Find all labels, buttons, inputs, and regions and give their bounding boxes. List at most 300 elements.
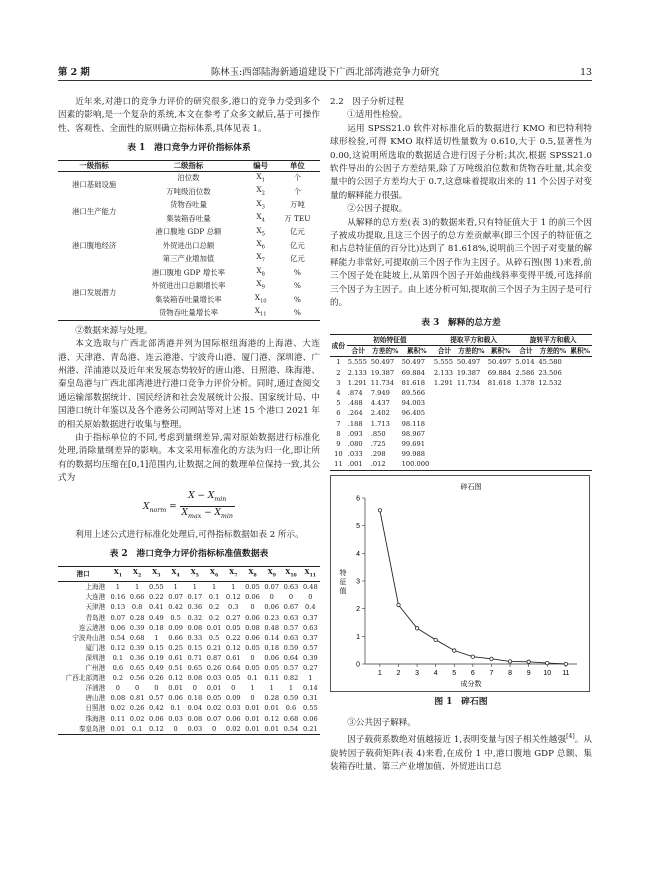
- table2-value-cell: 1: [154, 633, 159, 642]
- table3-value-cell: [433, 419, 456, 429]
- table-row: [330, 459, 592, 470]
- table3-subheader: 方差的%: [458, 347, 485, 356]
- table2-value-cell: 0.4: [305, 603, 316, 612]
- table2-header: $X_7$: [229, 567, 238, 579]
- table1-code-cell: $X_4$: [256, 212, 265, 224]
- table-row: [330, 408, 592, 418]
- table3-value-cell: 69.884: [487, 368, 512, 377]
- table-row: [330, 388, 592, 398]
- y-tick-label: 6: [356, 495, 360, 503]
- factor-interpretation-text: 因子载荷系数绝对值越接近 1,表明变量与因子相关性越强: [347, 735, 567, 746]
- table2-value-cell: 0.04: [187, 704, 203, 713]
- running-header: [58, 66, 592, 81]
- table3-value-cell: 7.949: [370, 388, 390, 397]
- table2-value-cell: 0.64: [225, 664, 241, 673]
- table2-port-cell: 宁波舟山港: [72, 633, 106, 642]
- table1-code-cell: $X_1$: [256, 171, 265, 184]
- data-point: [415, 626, 418, 629]
- table3-subheader: 方差的%: [539, 347, 567, 356]
- table3-subheader: 方差的%: [371, 347, 399, 356]
- table1-code-cell: $X_6$: [256, 238, 265, 251]
- table2-value-cell: 0.1: [247, 674, 258, 683]
- formula-lhs: X: [143, 501, 150, 512]
- table2-value-cell: 0.82: [283, 674, 299, 683]
- table3-value-cell: 100.000: [401, 460, 430, 469]
- table3-value-cell: [537, 419, 568, 429]
- table2-value-cell: 0.54: [283, 724, 299, 733]
- x-tick-label: 4: [433, 669, 438, 677]
- formula-num-sub: min: [214, 495, 227, 503]
- x-tick-label: 11: [562, 669, 570, 677]
- x-tick-label: 5: [452, 669, 457, 677]
- y-axis-label-char: 征: [339, 577, 347, 586]
- table2-value-cell: 0.05: [245, 664, 260, 673]
- table2-value-cell: 0.23: [264, 613, 280, 622]
- table2-value-cell: 1: [288, 684, 294, 693]
- table1-unit-cell: %: [293, 281, 301, 291]
- normalization-paragraph: 由于指标单位的不同,考虑到量纲差异,需对原始数据进行标准化处理,消除量纲差异的影响。本文采用标准化的方法为归一化,即让所有的数据均压缩在[0,1]范围内,让数据之间的数理单位保持一致,其公式为: [58, 433, 320, 484]
- y-tick-label: 5: [356, 522, 360, 530]
- table3-value-cell: .080: [347, 439, 363, 448]
- table3-value-cell: [568, 408, 592, 418]
- table2-value-cell: 0.57: [283, 623, 299, 632]
- table2-value-cell: 0.01: [264, 724, 280, 733]
- table3-value-cell: 50.497: [370, 358, 395, 367]
- table3-value-cell: .298: [370, 450, 386, 459]
- formula-numerator: X − X: [188, 490, 215, 501]
- table3-value-cell: [456, 459, 487, 470]
- table1-indicator-cell: 万吨级泊位数: [166, 186, 211, 196]
- table1-unit-cell: 亿元: [289, 227, 305, 237]
- table3-value-cell: .012: [370, 460, 386, 469]
- table3-subheader: 合计: [437, 347, 452, 356]
- table3-value-cell: .850: [370, 429, 386, 438]
- formula-den-sub1: max: [187, 512, 202, 520]
- table-row: [58, 592, 320, 602]
- table3-value-cell: .033: [347, 450, 363, 459]
- table2-value-cell: 0.48: [302, 583, 318, 592]
- table2-port-cell: 连云港港: [78, 623, 106, 632]
- table2-value-cell: 0.01: [206, 684, 222, 693]
- table1-code-cell: $X_7$: [256, 252, 265, 264]
- table-row: [58, 673, 320, 683]
- table2-value-cell: 0.02: [206, 704, 222, 713]
- table-row: [330, 357, 592, 368]
- table1-unit-cell: 亿元: [289, 240, 305, 250]
- table2-header: $X_{10}$: [285, 567, 297, 579]
- table3-value-cell: .188: [347, 419, 363, 428]
- table3-value-cell: .001: [347, 460, 363, 469]
- running-title: 陈林玉:西部陆海新通道建设下广西北部湾港竞争力研究: [210, 67, 440, 78]
- table1-code-cell: $X_8$: [256, 265, 265, 278]
- table1-header: 单位: [289, 160, 305, 170]
- table3-value-cell: [514, 429, 537, 439]
- table3-value-cell: 1.291: [347, 378, 367, 387]
- table3-value-cell: [537, 449, 568, 459]
- table3-value-cell: [487, 388, 515, 398]
- table3-subheader: 累积%: [406, 347, 427, 356]
- table3-value-cell: [456, 398, 487, 408]
- table3-value-cell: [514, 449, 537, 459]
- table3-value-cell: 2.402: [370, 409, 390, 418]
- table2-value-cell: 0.21: [206, 643, 222, 652]
- table3-value-cell: 5.555: [433, 358, 454, 367]
- table2-value-cell: 0.01: [245, 704, 260, 713]
- table2-value-cell: 0.68: [129, 633, 145, 642]
- table2-value-cell: 0.07: [168, 593, 183, 602]
- table2-value-cell: 0.02: [129, 714, 145, 723]
- table2-value-cell: 0.12: [225, 643, 241, 652]
- table2-value-cell: 0.36: [187, 603, 203, 612]
- table3-value-cell: [433, 459, 456, 470]
- table3-value-cell: 19.387: [370, 368, 395, 377]
- table2-value-cell: 0.14: [264, 633, 280, 642]
- table2-value-cell: 0.28: [129, 613, 145, 622]
- table1-code-cell: $X_9$: [256, 279, 265, 291]
- table3-value-cell: [568, 419, 592, 429]
- table3-value-cell: [433, 449, 456, 459]
- table2-value-cell: 0.08: [187, 623, 203, 632]
- table3-value-cell: [514, 388, 537, 398]
- formula-den-mid: − X: [201, 507, 221, 518]
- table2-value-cell: 0: [115, 684, 120, 693]
- table3-value-cell: 99.691: [401, 439, 426, 448]
- data-point: [527, 660, 530, 663]
- table3-value-cell: [456, 449, 487, 459]
- table2-value-cell: 0.63: [283, 613, 299, 622]
- x-tick-label: 3: [415, 669, 420, 677]
- table2-value-cell: 1: [135, 583, 140, 592]
- table3-value-cell: [537, 429, 568, 439]
- table2-value-cell: 0: [211, 724, 217, 733]
- table2-header: $X_1$: [113, 567, 123, 579]
- table2-value-cell: 0.87: [206, 653, 222, 662]
- table2-port-cell: 天津港: [85, 603, 106, 612]
- y-axis-label-char: 值: [339, 586, 347, 595]
- table3-value-cell: [487, 449, 515, 459]
- formula-den-sub2: min: [220, 512, 233, 520]
- formula-denominator: X: [181, 507, 188, 518]
- table2-value-cell: 0.05: [225, 674, 241, 683]
- table2-value-cell: 0.06: [245, 633, 260, 642]
- table2-value-cell: 0.09: [168, 623, 183, 632]
- table3-value-cell: [514, 459, 537, 470]
- table2-value-cell: 0.64: [283, 653, 299, 662]
- table2-port-cell: 日照港: [85, 704, 106, 713]
- table2-value-cell: 0.06: [110, 623, 126, 632]
- table-row: [58, 714, 320, 724]
- x-tick-label: 9: [526, 669, 531, 677]
- table3-value-cell: [568, 459, 592, 470]
- table2-value-cell: 0.01: [245, 714, 260, 723]
- extraction-heading: ②公因子提取。: [347, 204, 408, 215]
- table3-value-cell: [487, 408, 515, 418]
- table2-value-cell: 0: [231, 684, 236, 693]
- table1-unit-cell: %: [293, 267, 301, 277]
- table3-component-cell: 10: [334, 450, 343, 459]
- table3-group-header: 提取平方和载入: [433, 334, 515, 345]
- table1-group-cell: 港口发展潜力: [71, 287, 117, 297]
- table2-value-cell: 1: [173, 583, 178, 592]
- table2-value-cell: 0.2: [208, 603, 220, 612]
- x-tick-label: 6: [470, 669, 475, 677]
- figure1-caption: 图 1 碎石图: [434, 696, 488, 707]
- table2-value-cell: 0.18: [148, 623, 164, 632]
- table2-value-cell: 0.09: [225, 694, 241, 703]
- table3-component-cell: 7: [336, 419, 341, 428]
- table2-value-cell: 0.66: [168, 633, 183, 642]
- table2-value-cell: 0.03: [168, 714, 183, 723]
- table2-header: $X_2$: [132, 567, 142, 579]
- table3-value-cell: 98.967: [401, 429, 426, 438]
- table2-value-cell: 0.26: [206, 664, 222, 673]
- table1-indicator-cell: 泊位数: [177, 173, 200, 183]
- table2-value-cell: 0.8: [131, 603, 143, 612]
- table3-subheader: 累积%: [570, 347, 591, 356]
- table3-component-cell: 4: [336, 388, 341, 397]
- table2-value-cell: 0.16: [110, 593, 126, 602]
- table2-value-cell: 0.49: [148, 613, 164, 622]
- table3-value-cell: [514, 439, 537, 449]
- y-tick-label: 3: [356, 578, 360, 586]
- table2-value-cell: 0.01: [245, 724, 260, 733]
- table2-value-cell: 0.08: [110, 694, 126, 703]
- data-point: [434, 638, 437, 641]
- table2-value-cell: 0: [250, 603, 255, 612]
- table3-value-cell: 89.566: [401, 388, 426, 397]
- table2-value-cell: 0.41: [148, 603, 164, 612]
- table3-component-cell: 1: [336, 358, 341, 367]
- table3-value-cell: 94.003: [401, 399, 426, 408]
- table2-value-cell: 0.01: [206, 623, 222, 632]
- left-column: [58, 96, 320, 735]
- table2-value-cell: 0.17: [187, 593, 203, 602]
- table2-value-cell: 0.63: [302, 623, 318, 632]
- table2-value-cell: 0.56: [129, 674, 145, 683]
- table3-value-cell: 98.118: [401, 419, 426, 428]
- table3-value-cell: 5.014: [515, 358, 535, 367]
- table2-value-cell: 0.11: [264, 674, 280, 683]
- factor-interpretation-heading: ③公共因子解释。: [347, 717, 416, 728]
- table3-value-cell: [433, 408, 456, 418]
- table2-intro: 利用上述公式进行标准化处理后,可得指标数据如表 2 所示。: [75, 530, 304, 541]
- table3-value-cell: [514, 419, 537, 429]
- data-point: [564, 662, 567, 665]
- table-row: [58, 653, 320, 663]
- table2-port-cell: 厦门港: [85, 643, 106, 652]
- scree-plot-svg: [331, 476, 589, 691]
- table3-value-cell: [537, 459, 568, 470]
- table3-value-cell: 69.884: [401, 368, 426, 377]
- table2-value-cell: 0.39: [302, 653, 318, 662]
- table3-value-cell: [433, 429, 456, 439]
- table2-port-cell: 深圳港: [85, 653, 106, 662]
- table3-value-cell: 11.734: [456, 378, 481, 387]
- table2-value-cell: 0: [154, 684, 159, 693]
- table2-value-cell: 0.68: [283, 714, 299, 723]
- y-tick-label: 2: [356, 605, 360, 613]
- table2-value-cell: 0.06: [264, 653, 280, 662]
- table2-header: 港口: [76, 570, 90, 579]
- table3-value-cell: [537, 439, 568, 449]
- table2-value-cell: 0.39: [129, 643, 145, 652]
- table2-value-cell: 0.21: [302, 724, 318, 733]
- table2-value-cell: 0.2: [112, 674, 124, 683]
- x-tick-label: 2: [396, 669, 401, 677]
- table2-value-cell: 0.81: [129, 694, 145, 703]
- table2-value-cell: 0.5: [170, 613, 181, 622]
- table-row: [330, 449, 592, 459]
- table2-value-cell: 0.06: [148, 714, 164, 723]
- table2-value-cell: 0.59: [283, 694, 299, 703]
- table-row: [58, 693, 320, 703]
- table2-value-cell: 0.65: [129, 664, 145, 673]
- table2-header: $X_9$: [267, 567, 276, 579]
- table2-value-cell: 0.57: [148, 694, 164, 703]
- table2-value-cell: 0.06: [302, 714, 318, 723]
- table2-value-cell: 0.07: [264, 583, 280, 592]
- table-row: [58, 643, 320, 653]
- table2-value-cell: 0.06: [168, 694, 183, 703]
- table3-value-cell: 2.133: [433, 368, 454, 377]
- table3-value-cell: [568, 378, 592, 388]
- table1-unit-cell: 亿元: [289, 254, 305, 264]
- table2-value-cell: 0.66: [129, 593, 145, 602]
- table2-value-cell: 0.06: [245, 613, 260, 622]
- table2-value-cell: 0.37: [302, 633, 318, 642]
- table2-value-cell: 0.49: [148, 664, 164, 673]
- y-tick-label: 0: [356, 661, 360, 669]
- table2-port-cell: 青岛港: [85, 613, 106, 622]
- table3-value-cell: 2.133: [347, 368, 367, 377]
- table-row: [330, 439, 592, 449]
- table2-value-cell: 0.27: [302, 664, 318, 673]
- table2-header: $X_4$: [171, 567, 180, 579]
- table2-value-cell: 0.03: [225, 704, 241, 713]
- table1-caption: 表 1 港口竞争力评价指标体系: [127, 143, 251, 154]
- table-row: [58, 613, 320, 623]
- table2-value-cell: 0.03: [187, 724, 203, 733]
- citation-ref: [4]: [566, 733, 575, 741]
- table3-value-cell: 2.586: [515, 368, 535, 377]
- table2-value-cell: 0: [135, 684, 140, 693]
- table2-value-cell: 0.06: [225, 714, 241, 723]
- indicator-system-table: [58, 160, 320, 321]
- table1-code-cell: $X_5$: [256, 225, 265, 237]
- table2-value-cell: 0.63: [283, 583, 299, 592]
- table3-value-cell: .488: [347, 399, 363, 408]
- table-row: [58, 703, 320, 713]
- table1-unit-cell: %: [293, 308, 301, 318]
- table2-value-cell: 0.01: [264, 704, 280, 713]
- table3-value-cell: [568, 429, 592, 439]
- table2-value-cell: 0.01: [168, 684, 183, 693]
- factor-interpretation-paragraph: [330, 730, 592, 774]
- table2-port-cell: 洋浦港: [85, 684, 106, 693]
- data-point: [453, 648, 456, 651]
- table2-value-cell: 0.05: [225, 623, 241, 632]
- table2-value-cell: 0.08: [187, 714, 203, 723]
- table2-value-cell: 0: [269, 593, 274, 602]
- y-tick-label: 4: [356, 550, 360, 558]
- table-row: [330, 419, 592, 429]
- table3-component-cell: 6: [336, 409, 341, 418]
- formula-fraction: [180, 490, 235, 523]
- table3-subheader: 合计: [351, 347, 365, 356]
- table2-value-cell: 0.32: [187, 613, 203, 622]
- table3-value-cell: 50.497: [401, 358, 426, 367]
- table3-value-cell: 11.734: [370, 378, 395, 387]
- table3-component-cell: 11: [334, 460, 343, 469]
- table1-unit-cell: 万 TEU: [284, 213, 311, 223]
- table2-value-cell: 0.12: [148, 724, 164, 733]
- data-point: [397, 603, 400, 606]
- table3-value-cell: [456, 419, 487, 429]
- right-column: [330, 96, 592, 774]
- page-number: 13: [580, 67, 592, 78]
- table2-value-cell: 0: [250, 694, 255, 703]
- data-source-heading: ②数据来源与处理。: [75, 325, 153, 336]
- table2-value-cell: 0.33: [187, 633, 203, 642]
- table2-value-cell: 0.22: [225, 633, 241, 642]
- table2-value-cell: 0.15: [187, 643, 203, 652]
- table-row: [330, 378, 592, 388]
- table2-value-cell: 0.2: [208, 613, 220, 622]
- table2-value-cell: 0.54: [110, 633, 126, 642]
- table2-value-cell: 0.61: [168, 653, 183, 662]
- table2-value-cell: 0.71: [187, 653, 203, 662]
- section-heading: 2.2 因子分析过程: [330, 97, 404, 107]
- x-tick-label: 10: [543, 669, 552, 677]
- table3-component-cell: 5: [336, 399, 341, 408]
- table2-value-cell: 0.48: [264, 623, 280, 632]
- table2-value-cell: 0.57: [302, 643, 318, 652]
- x-tick-label: 8: [508, 669, 513, 677]
- table1-indicator-cell: 第三产业增加值: [162, 254, 215, 264]
- table1-unit-cell: 个: [293, 186, 302, 196]
- table3-value-cell: 81.618: [401, 378, 426, 387]
- table2-value-cell: 0.51: [168, 664, 183, 673]
- table2-port-cell: 广西北部湾港: [65, 674, 106, 683]
- table1-indicator-cell: 集装箱吞吐量: [166, 213, 211, 223]
- y-axis-label-char: 特: [339, 568, 347, 577]
- table2-port-cell: 唐山港: [85, 694, 106, 703]
- table3-value-cell: 96.405: [401, 409, 426, 418]
- table2-caption: 表 2 港口竞争力评价指标标准值数据表: [109, 549, 269, 560]
- table2-value-cell: 0: [173, 724, 178, 733]
- table2-value-cell: 0.1: [170, 704, 181, 713]
- table2-value-cell: 0.61: [225, 653, 241, 662]
- table1-indicator-cell: 港口腹地 GDP 总额: [155, 227, 222, 237]
- table2-value-cell: 1: [231, 583, 236, 592]
- table1-group-cell: 港口腹地经济: [71, 240, 117, 250]
- table3-component-cell: 3: [336, 378, 341, 387]
- table2-value-cell: 1: [308, 674, 313, 683]
- table2-port-cell: 广州港: [85, 664, 106, 673]
- table1-indicator-cell: 集装箱吞吐量增长率: [155, 294, 222, 304]
- table-row: [58, 724, 320, 735]
- table3-value-cell: [433, 388, 456, 398]
- table3-value-cell: 5.555: [347, 358, 367, 367]
- table2-port-cell: 大连港: [85, 593, 106, 602]
- table3-value-cell: 1.291: [433, 378, 454, 387]
- table3-value-cell: [456, 408, 487, 418]
- table2-header: $X_6$: [209, 567, 219, 579]
- table-row: [58, 633, 320, 643]
- table2-value-cell: 0.25: [168, 643, 183, 652]
- table3-value-cell: 50.497: [456, 358, 481, 367]
- table2-value-cell: 0.31: [302, 694, 318, 703]
